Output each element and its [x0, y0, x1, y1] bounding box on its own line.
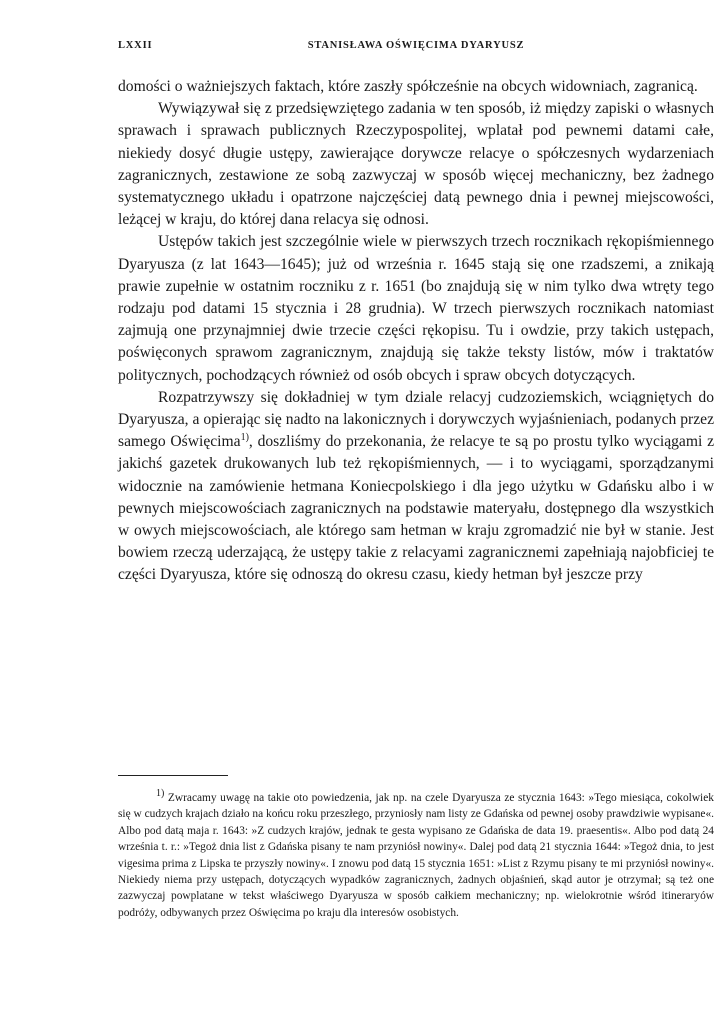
- paragraph-4-part-a: Rozpatrzywszy się dokładniej w tym dziale relacyj cudzoziemskich, wciągniętych do Dyaryusza, a opierając się nadto na lakonicznych i dorywczych wyjaśnieniach, podanych przez samego Oświęcima: [118, 388, 714, 451]
- running-title: STANISŁAWA OŚWIĘCIMA DYARYUSZ: [307, 40, 525, 51]
- paragraph-2: Wywiązywał się z przedsięwziętego zadania w ten sposób, iż między zapiski o własnych sprawach i sprawach publicznych Rzeczypospolitej, wplatał pod pewnemi datami całe, niekiedy dosyć długie ustępy, zawierające dorywcze relacye o spółczesnych wydarzeniach zagranicznych, zestawione ze sobą zazwyczaj w sposób więcej mechaniczny, bez żadnego systematycznego układu i opatrzone najczęściej datą pewnego dnia i pewnej miejscowości, leżącej w kraju, do której dana relacya się odnosi.: [118, 100, 714, 229]
- paragraph-3: Ustępów takich jest szczególnie wiele w pierwszych trzech rocznikach rękopiśmiennego Dyaryusza (z lat 1643—1645); już od września r. 1645 stają się one rzadszemi, a znikają prawie zupełnie w ostatnim roczniku z r. 1651 (bo znajdują się w nim tylko dwa wtręty tego rodzaju pod datami 15 stycznia i 28 grudnia). W trzech pierwszych rocznikach natomiast zajmują one przynajmniej dwie trzecie części rękopisu. Tu i owdzie, przy takich ustępach, poświęconych sprawom zagranicznym, znajdują się także teksty listów, mów i traktatów politycznych, pochodzących również od osób obcych i spraw obcych dotyczących.: [118, 233, 714, 384]
- paragraph-continuation: domości o ważniejszych faktach, które zaszły spółcześnie na obcych widowniach, zagranicą.: [118, 78, 698, 95]
- paragraph-4-part-b: , doszliśmy do przekonania, że relacye te są po prostu tylko wyciągami z jakichś gazetek drukowanych lub też rękopiśmiennych, — i to wyciągami, sporządzanymi widocznie na zamówienie hetmana Koniecpolskiego i dla jego użytku w Gdańsku albo i w pewnych miejscowościach zagranicznych na podstawie materyału, dostępnego dla wszystkich w owych miejscowościach, ale którego sam hetman w kraju zgromadzić nie był w stanie. Jest bowiem rzeczą uderzającą, że ustępy takie z relacyami zagranicznemi zapełniają najobficiej te części Dyaryusza, które się odnoszą do okresu czasu, kiedy hetman był jeszcze przy: [118, 433, 715, 584]
- paragraph-4: [118, 387, 714, 587]
- footnote-reference[interactable]: 1): [240, 432, 249, 444]
- page-number: LXXII: [118, 40, 153, 51]
- footnote: [118, 790, 714, 921]
- footnote-separator: [118, 775, 228, 776]
- footnote-paragraph: [118, 790, 714, 921]
- footnote-marker: 1): [156, 788, 165, 800]
- main-text: [118, 76, 714, 587]
- page-header: [118, 40, 714, 56]
- footnote-text: Zwracamy uwagę na takie oto powiedzenia, jak np. na czele Dyaryusza ze stycznia 1643: »Tego miesiąca, cokolwiek się w cudzych krajach działo na końcu roku przeszłego, przyniosły nam listy ze Gdańska od pewnej osoby prawdziwie wypisane«. Albo pod datą maja r. 1643: »Z cudzych krajów, jednak te gesta wypisano ze Gdańska de data 19. praesentis«. Albo pod datą 24 września t. r.: »Tegoż dnia list z Gdańska pisany te nam przyniósł nowiny«. Dalej pod datą 21 stycznia 1644: »Tegoż dnia, to jest vigesima prima z Lipska te przyszły nowiny«. I znowu pod datą 15 stycznia 1651: »List z Rzymu pisany te mi przyniósł nowiny«. Niekiedy niema przy ustępach, dotyczących wypadków zagranicznych, żadnych objaśnień, skąd autor je otrzymał; są też one zazwyczaj powplatane w tekst właściwego Dyaryusza w sposób całkiem mechaniczny; np. wielokrotnie wśród itineraryów podróży, odbywanych przez Oświęcima po kraju dla interesów osobistych.: [118, 792, 714, 919]
